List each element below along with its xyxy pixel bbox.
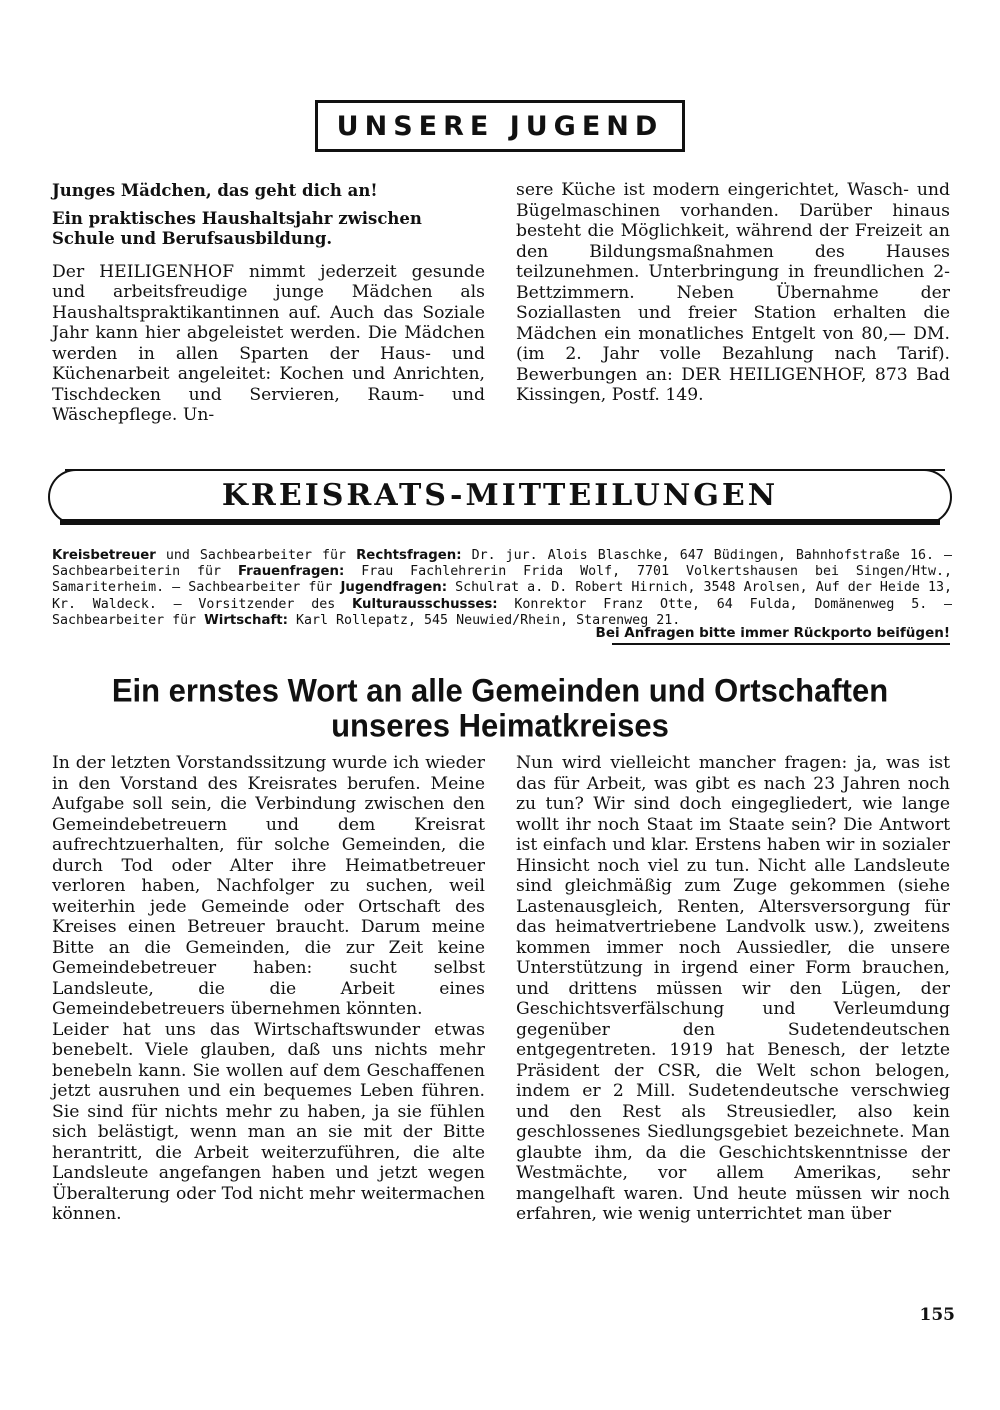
notice-text: und Sachbearbeiter für bbox=[155, 548, 357, 563]
notice-text: Dr. jur. Alois Blaschke, 647 Büdingen, Bahnhofstraße 16. — Sachbearbeiterin für bbox=[52, 548, 952, 580]
jugend-left-body: Der HEILIGENHOF nimmt jederzeit gesunde und arbeitsfreudige junge Mädchen als Haushaltspraktikantinnen auf. Auch das Soziale Jahr kann hier abgeleistet werden. Die Mädchen werden in allen Sparten der Haus- und Küchenarbeit angeleitet: Kochen und Anrichten, Tischdecken und Servieren, Raum- und Wäschepflege. Un- bbox=[52, 261, 485, 425]
article-right-paragraph-1: Nun wird vielleicht mancher fragen: ja, was ist das für Arbeit, was gibt es nach 23 Jahren noch zu tun? Wir sind doch eingegliedert, wie lange wollt ihr noch Staat im Staate sein? Die Antwort ist einfach und klar. Erstens haben wir in sozialer Hinsicht noch viel zu tun. Nicht alle Landsleute sind gleichmäßig zum Zuge gekommen (siehe Lastenausgleich, Renten, Altersversorgung für das heimatvertriebene Landvolk usw.), zweitens kommen immer noch Aussiedler, die unsere Unterstützung in irgend einer Form brauchen, und drittens müssen wir den Lügen, der Geschichtsverfälschung und Verleumdung gegenüber den Sudetendeutschen entgegentreten. 1919 hat Benesch, der letzte Präsident der CSR, die Welt schon belogen, indem er 2 Mill. Sudetendeutsche verschwieg und den Rest als Streusiedler, also kein geschlossenes Siedlungsgebiet bezeichnete. Man glaubte ihm, da die Geschichtskenntnisse der Westmächte, vor allem Amerikas, sehr mangelhaft waren. Und heute müssen wir noch erfahren, wie wenig unterrichtet man über bbox=[516, 753, 950, 1224]
notice-term-frauenfragen: Frauenfragen: bbox=[237, 564, 345, 580]
notice-term-rechtsfragen: Rechtsfragen: bbox=[356, 548, 462, 563]
banner-bottom-rule bbox=[60, 519, 940, 525]
notice-term-kreisbetreuer: Kreisbetreuer bbox=[52, 548, 156, 563]
notice-term-jugendfragen: Jugendfragen: bbox=[340, 580, 448, 596]
kreisrat-contacts bbox=[52, 548, 952, 629]
article-left-paragraph-2: Leider hat uns das Wirtschaftswunder etwas benebelt. Viele glauben, daß uns nichts mehr benebeln kann. Sie wollen auf dem Geschaffenen jetzt ausruhen und ein bequemes Leben führen. Sie sind für nichts mehr zu haben, ja sie fühlen sich belästigt, wenn man an sie mit der Bitte herantritt, die Arbeit weiterzuführen, die alte Landsleute angefangen haben und jetzt wegen Überalterung oder Tod nicht mehr weitermachen können. bbox=[52, 1019, 485, 1224]
notice-term-wirtschaft: Wirtschaft: bbox=[204, 612, 288, 628]
section-title: UNSERE JUGEND bbox=[336, 110, 664, 142]
page-number: 155 bbox=[919, 1305, 955, 1325]
jugend-heading-2: Ein praktisches Haushaltsjahr zwischen Schule und Berufsausbildung. bbox=[52, 208, 422, 248]
notice-text: Frau Fachlehrerin Frida Wolf, 7701 Volkertshausen bei Singen/Htw., Samariterheim. — Sachbearbeiter für bbox=[52, 564, 952, 596]
rueckporto-note: Bei Anfragen bitte immer Rückporto beifügen! bbox=[595, 625, 950, 641]
banner-left-bracket bbox=[48, 469, 88, 525]
rueckporto-underline bbox=[612, 643, 950, 645]
jugend-heading-1: Junges Mädchen, das geht dich an! bbox=[52, 181, 378, 200]
notice-text: Karl Rollepatz, 545 Neuwied/Rhein, Starenweg 21. bbox=[287, 612, 681, 628]
notice-text: Schulrat a. D. Robert Hirnich, 3548 Arolsen, Auf der Heide 13, Kr. Waldeck. — Vorsitzender des bbox=[52, 580, 952, 612]
section-title-box bbox=[315, 100, 685, 152]
kreisrat-banner-title: KREISRATS-MITTEILUNGEN bbox=[221, 478, 779, 513]
article-right-column bbox=[516, 753, 950, 1225]
notice-text: Konrektor Franz Otte, 64 Fulda, Domänenweg 5. — Sachbearbeiter für bbox=[52, 596, 952, 628]
article-left-paragraph-1: In der letzten Vorstandssitzung wurde ich wieder in den Vorstand des Kreisrates berufen. Meine Aufgabe soll sein, die Verbindung zwischen den Gemeindebetreuern und dem Kreisrat aufrechtzuerhalten, für solche Gemeinden, die durch Tod oder Alter ihre Heimatbetreuer verloren haben, Nachfolger zu suchen, weil weiterhin jede Gemeinde oder Ortschaft des Kreises einen Betreuer braucht. Darum meine Bitte an die Gemeinden, die zur Zeit keine Gemeindebetreuer haben: sucht selbst Landsleute, die die Arbeit eines Gemeindebetreuers übernehmen könnten. bbox=[52, 753, 485, 1019]
article-headline: Ein ernstes Wort an alle Gemeinden und Ortschaften unseres Heimatkreises bbox=[111, 672, 889, 744]
banner-right-bracket bbox=[912, 469, 952, 525]
banner-top-rule bbox=[65, 469, 945, 471]
article-left-column bbox=[52, 753, 485, 1225]
jugend-right-body: sere Küche ist modern eingerichtet, Wasch- und Bügelmaschinen vorhanden. Darüber hinaus besteht die Möglichkeit, während der Freizeit an den Bildungsmaßnahmen des Hauses teilzunehmen. Unterbringung in freundlichen 2-Bettzimmern. Neben Übernahme der Soziallasten und freier Station erhalten die Mädchen ein monatliches Entgelt von 80,— DM. (im 2. Jahr volle Bezahlung nach Tarif). Bewerbungen an: DER HEILIGENHOF, 873 Bad Kissingen, Postf. 149. bbox=[516, 180, 950, 405]
jugend-left-column bbox=[52, 181, 485, 426]
notice-term-kultur: Kulturausschusses: bbox=[351, 596, 498, 612]
jugend-right-column bbox=[516, 180, 950, 406]
